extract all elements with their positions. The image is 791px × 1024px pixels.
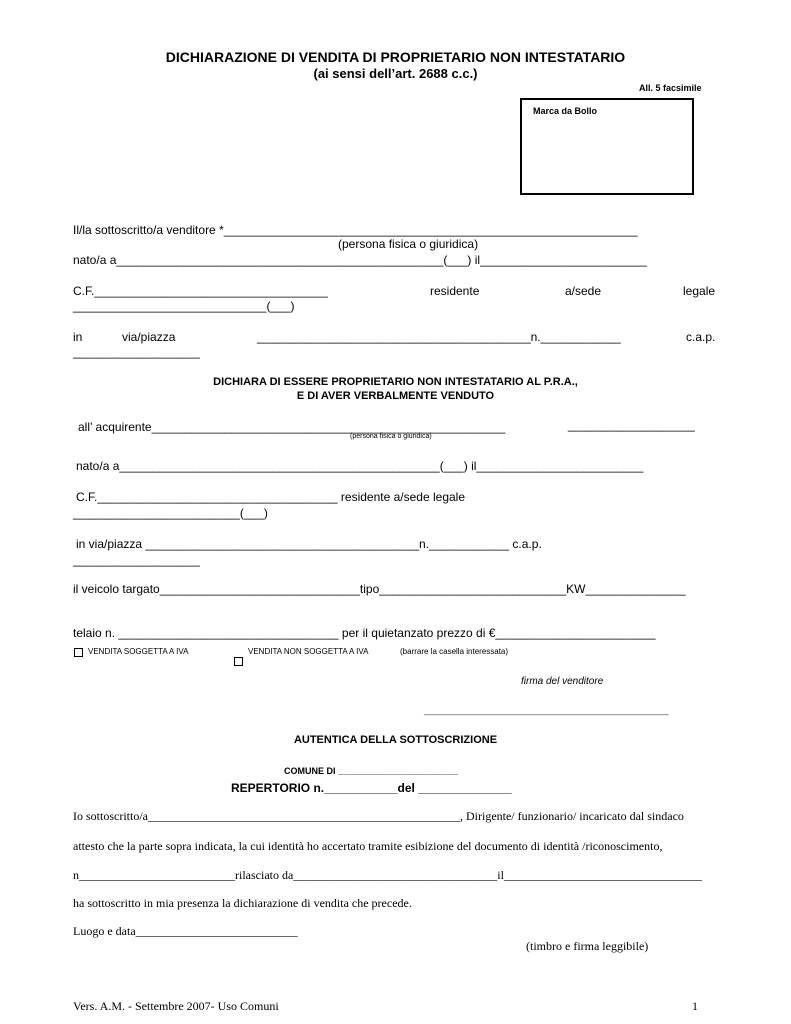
- seller-name-line[interactable]: Il/la sottoscritto/a venditore *______________________________________________________________: [73, 223, 638, 237]
- official-name-line[interactable]: Io sottoscritto/a____________________________________________________, Dirigente/ funzionario/ incaricato dal sindaco: [73, 809, 684, 823]
- footer-version: Vers. A.M. - Settembre 2007- Uso Comuni: [73, 999, 279, 1013]
- buyer-name-line[interactable]: all’ acquirente_____________________________________________________: [78, 420, 506, 434]
- buyer-birth-line[interactable]: nato/a a________________________________________________(___) il_________________________: [76, 459, 644, 473]
- seller-legale-label: legale: [683, 284, 716, 298]
- comune-field[interactable]: COMUNE DI ________________________: [284, 766, 459, 776]
- buyer-cf-line[interactable]: C.F.____________________________________ residente a/sede legale: [76, 490, 466, 504]
- seller-name-note: (persona fisica o giuridica): [338, 237, 479, 251]
- buyer-residence-field[interactable]: _________________________(___): [73, 506, 268, 520]
- iva-no-label: VENDITA NON SOGGETTA A IVA: [248, 647, 369, 656]
- seller-residente-label: residente: [430, 284, 480, 298]
- iva-no-checkbox[interactable]: [234, 657, 243, 666]
- seller-signature-label: firma del venditore: [521, 676, 604, 687]
- seller-cap-field[interactable]: ___________________: [73, 345, 200, 359]
- signed-presence-line: ha sottoscritto in mia presenza la dichiarazione di vendita che precede.: [73, 896, 412, 910]
- declaration-line-1: DICHIARA DI ESSERE PROPRIETARIO NON INTESTATARIO AL P.R.A.,: [213, 376, 578, 388]
- seller-asede-label: a/sede: [565, 284, 602, 298]
- vehicle-chassis-line[interactable]: telaio n. _________________________________ per il quietanzato prezzo di €________________________: [73, 626, 656, 640]
- seller-residence-field[interactable]: _____________________________(___): [73, 299, 295, 313]
- page-number: 1: [692, 999, 698, 1013]
- seller-via-field[interactable]: _________________________________________n.____________: [257, 330, 621, 344]
- stamp-signature-label: (timbro e firma leggibile): [526, 939, 649, 953]
- document-subtitle: (ai sensi dell’art. 2688 c.c.): [313, 66, 478, 81]
- iva-yes-label: VENDITA SOGGETTA A IVA: [88, 647, 189, 656]
- seller-signature-line[interactable]: ____________________________________________: [424, 705, 669, 716]
- iva-yes-checkbox[interactable]: [74, 648, 83, 657]
- document-number-line[interactable]: n__________________________rilasciato da__________________________________il_________________________________: [73, 868, 702, 882]
- buyer-name-note: (persona fisica o giuridica): [350, 433, 432, 440]
- iva-note: (barrare la casella interessata): [400, 647, 509, 656]
- buyer-via-line[interactable]: in via/piazza _________________________________________n.____________ c.a.p.: [76, 537, 542, 551]
- seller-birth-line[interactable]: nato/a a_________________________________________________(___) il_________________________: [73, 253, 647, 267]
- seller-cap-label: c.a.p.: [686, 330, 716, 344]
- seller-via-label: via/piazza: [122, 330, 176, 344]
- vehicle-plate-line[interactable]: il veicolo targato______________________________tipo____________________________KW_______________: [73, 582, 686, 596]
- declaration-line-2: E DI AVER VERBALMENTE VENDUTO: [296, 390, 495, 402]
- seller-in-label: in: [73, 330, 83, 344]
- stamp-box: [520, 98, 694, 195]
- stamp-label: Marca da Bollo: [533, 106, 598, 116]
- authentication-title: AUTENTICA DELLA SOTTOSCRIZIONE: [293, 734, 498, 746]
- attachment-label: All. 5 facsimile: [639, 83, 702, 93]
- document-title: DICHIARAZIONE DI VENDITA DI PROPRIETARIO NON INTESTATARIO: [165, 49, 626, 65]
- place-date-field[interactable]: Luogo e data___________________________: [73, 924, 298, 938]
- buyer-cap-field[interactable]: ___________________: [73, 553, 200, 567]
- attestation-line: attesto che la parte sopra indicata, la cui identità ho accertato tramite esibizione del documento di identità /riconoscimento,: [73, 839, 663, 853]
- buyer-name-tail[interactable]: ___________________: [568, 418, 695, 432]
- repertorio-field[interactable]: REPERTORIO n.___________del ______________: [231, 781, 512, 795]
- seller-cf-field[interactable]: C.F.___________________________________: [73, 284, 328, 298]
